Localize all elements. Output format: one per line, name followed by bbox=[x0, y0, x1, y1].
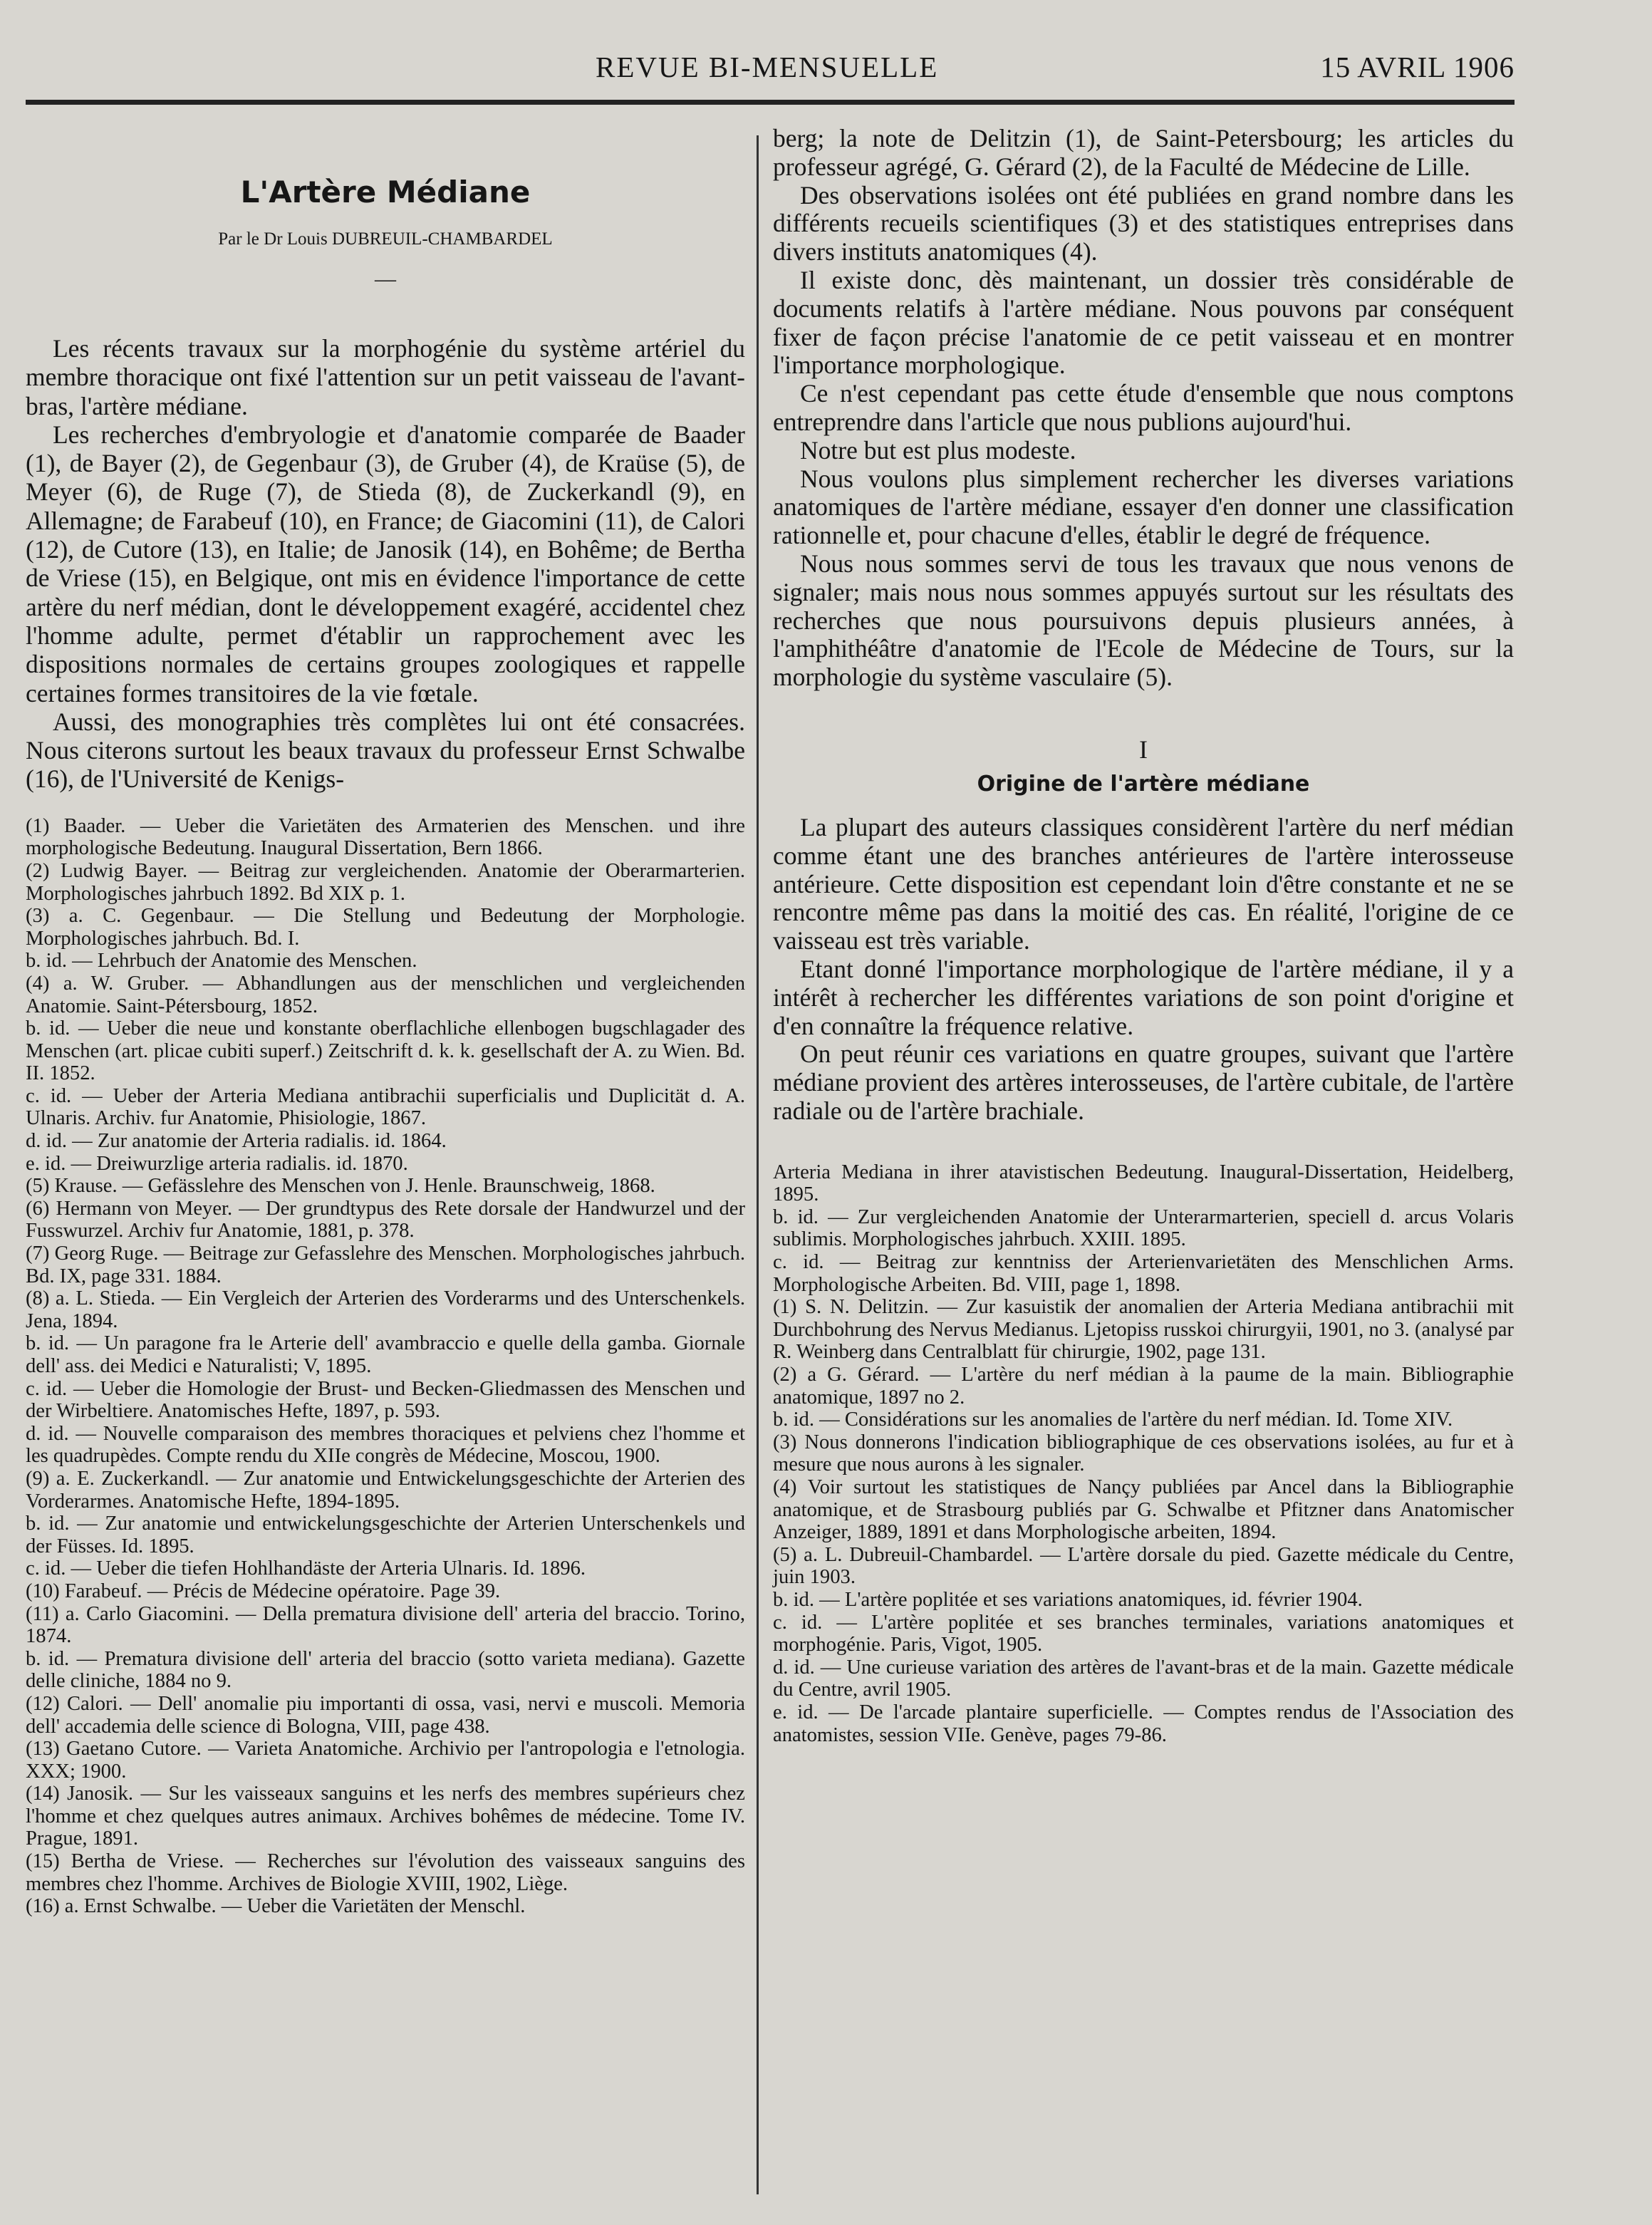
footnote: (4) Voir surtout les statistiques de Nançy publiées par Ancel dans la Bibliographie anatomique, et de Strasbourg publiés par G. Schwalbe et Pfitzner dans Anatomischer Anzeiger, 1889, 1891 et dans Morphologische arbeiten, 1894. bbox=[773, 1476, 1514, 1544]
footnote: c. id. — L'artère poplitée et ses branches terminales, variations anatomiques et morphogénie. Paris, Vigot, 1905. bbox=[773, 1611, 1514, 1656]
footnote: c. id. — Beitrag zur kenntniss der Arterienvarietäten des Menschlichen Arms. Morphologische Arbeiten. Bd. VIII, page 1, 1898. bbox=[773, 1251, 1514, 1296]
paragraph: Etant donné l'importance morphologique de l'artère médiane, il y a intérêt à rechercher les différentes variations de son point d'origine et d'en connaître la fréquence relative. bbox=[773, 954, 1514, 1040]
footnote: b. id. — Considérations sur les anomalies de l'artère du nerf médian. Id. Tome XIV. bbox=[773, 1409, 1453, 1431]
paragraph: Aussi, des monographies très complètes lui ont été consacrées. Nous citerons surtout les beaux travaux du professeur Ernst Schwalbe (16), de l'Université de Kenigs- bbox=[26, 707, 745, 794]
footnote: (13) Gaetano Cutore. — Varieta Anatomiche. Archivio per l'antropologia e l'etnologia. XXX; 1900. bbox=[26, 1738, 745, 1783]
footnote: d. id. — Une curieuse variation des artères de l'avant-bras et de la main. Gazette médicale du Centre, avril 1905. bbox=[773, 1656, 1514, 1701]
footnote: d. id. — Nouvelle comparaison des membres thoraciques et pelviens chez l'homme et les quadrupèdes. Compte rendu du XIIe congrès de Médecine, Moscou, 1900. bbox=[26, 1422, 745, 1468]
footnote: (3) a. C. Gegenbaur. — Die Stellung und Bedeutung der Morphologie. Morphologisches jahrbuch. Bd. I. bbox=[26, 905, 745, 950]
section-title: Origine de l'artère médiane bbox=[977, 771, 1310, 797]
paragraph: On peut réunir ces variations en quatre groupes, suivant que l'artère médiane provient des artères interosseuses, de l'artère cubitale, de l'artère radiale ou de l'artère brachiale. bbox=[773, 1039, 1514, 1125]
paragraph: Les récents travaux sur la morphogénie du système artériel du membre thoracique ont fixé l'attention sur un petit vaisseau de l'avant-bras, l'artère médiane. bbox=[26, 334, 745, 420]
paragraph: La plupart des auteurs classiques considèrent l'artère du nerf médian comme étant une des branches antérieures de l'artère interosseuse antérieure. Cette disposition est cependant loin d'être constante et ne se rencontre même pas dans la moitié des cas. En réalité, l'origine de ce vaisseau est très variable. bbox=[773, 812, 1514, 955]
footnote: b. id. — L'artère poplitée et ses variations anatomiques, id. février 1904. bbox=[773, 1588, 1363, 1611]
right-column bbox=[773, 125, 1514, 1746]
left-column bbox=[26, 125, 745, 1918]
footnote: b. id. — Ueber die neue und konstante oberflachliche ellenbogen bugschlagader des Menschen (art. plicae cubiti superf.) Zeitschrift d. k. k. gesellschaft der A. zu Wien. Bd. II. 1852. bbox=[26, 1017, 745, 1085]
footnote: Arteria Mediana in ihrer atavistischen Bedeutung. Inaugural-Dissertation, Heidelberg, 1895. bbox=[773, 1161, 1514, 1206]
footnote: e. id. — Dreiwurzlige arteria radialis. id. 1870. bbox=[26, 1152, 408, 1175]
footnote: b. id. — Zur vergleichenden Anatomie der Unterarmarterien, speciell d. arcus Volaris sublimis. Morphologisches jahrbuch. XXIII. 1895. bbox=[773, 1205, 1514, 1251]
footnote: c. id. — Ueber die tiefen Hohlhandäste der Arteria Ulnaris. Id. 1896. bbox=[26, 1557, 586, 1580]
footnote: (9) a. E. Zuckerkandl. — Zur anatomie und Entwickelungsgeschichte der Arterien des Vorderarmes. Anatomische Hefte, 1894-1895. bbox=[26, 1467, 745, 1513]
footnote: e. id. — De l'arcade plantaire superficielle. — Comptes rendus de l'Association des anatomistes, session VIIe. Genève, pages 79-86. bbox=[773, 1701, 1514, 1746]
column-divider bbox=[757, 135, 759, 2194]
title-separator: — bbox=[375, 267, 396, 291]
paragraph: Nous voulons plus simplement rechercher les diverses variations anatomiques de l'artère médiane, essayer d'en donner une classification rationnelle et, pour chacune d'elles, établir le degré de fréquence. bbox=[773, 464, 1514, 550]
footnote: (2) Ludwig Bayer. — Beitrag zur vergleichenden. Anatomie der Oberarmarterien. Morphologisches jahrbuch 1892. Bd XIX p. 1. bbox=[26, 859, 745, 905]
footnote: b. id. — Prematura divisione dell' arteria del braccio (sotto varieta mediana). Gazette delle cliniche, 1884 no 9. bbox=[26, 1647, 745, 1693]
footnote: (1) Baader. — Ueber die Varietäten des Armaterien des Menschen. und ihre morphologische Bedeutung. Inaugural Dissertation, Bern 1866. bbox=[26, 814, 745, 860]
footnote: b. id. — Lehrbuch der Anatomie des Menschen. bbox=[26, 950, 417, 973]
left-body bbox=[26, 334, 745, 794]
issue-date: 15 AVRIL 1906 bbox=[1320, 51, 1515, 83]
paragraph: berg; la note de Delitzin (1), de Saint-Petersbourg; les articles du professeur agrégé, G. Gérard (2), de la Faculté de Médecine de Lille. bbox=[773, 124, 1514, 181]
footnote: (11) a. Carlo Giacomini. — Della prematura divisione dell' arteria del braccio. Torino, 1874. bbox=[26, 1602, 745, 1648]
footnote: c. id. — Ueber die Homologie der Brust- und Becken-Gliedmassen des Menschen und der Wirbeltiere. Anatomisches Hefte, 1897, p. 593. bbox=[26, 1377, 745, 1423]
footnote: (4) a. W. Gruber. — Abhandlungen aus der menschlichen und vergleichenden Anatomie. Saint-Pétersbourg, 1852. bbox=[26, 972, 745, 1017]
paragraph: Notre but est plus modeste. bbox=[800, 435, 1076, 465]
footnote: d. id. — Zur anatomie der Arteria radialis. id. 1864. bbox=[26, 1130, 447, 1153]
footnote: (16) a. Ernst Schwalbe. — Ueber die Varietäten der Menschl. bbox=[26, 1895, 526, 1918]
footnote: (1) S. N. Delitzin. — Zur kasuistik der anomalien der Arteria Mediana antibrachii mit Durchbohrung des Nervus Medianus. Ljetopiss russkoi chirurgyii, 1901, no 3. (analysé par R. Weinberg dans Centralblatt für chirurgie, 1902, page 131. bbox=[773, 1296, 1514, 1364]
page-header bbox=[26, 43, 1515, 93]
paragraph: Nous nous sommes servi de tous les travaux que nous venons de signaler; mais nous nous sommes appuyés surtout sur les résultats des recherches que nous poursuivons depuis plusieurs années, à l'amphithéâtre d'anatomie de l'Ecole de Médecine de Tours, sur la morphologie du système vasculaire (5). bbox=[773, 549, 1514, 692]
footnote: (5) Krause. — Gefässlehre des Menschen von J. Henle. Braunschweig, 1868. bbox=[26, 1175, 655, 1198]
footnote: (12) Calori. — Dell' anomalie piu importanti di ossa, vasi, nervi e muscoli. Memoria dell' accademia delle science di Bologna, VIII, page 438. bbox=[26, 1692, 745, 1738]
footnote: (8) a. L. Stieda. — Ein Vergleich der Arterien des Vorderarms und des Unterschenkels. Jena, 1894. bbox=[26, 1287, 745, 1332]
footnotes-left bbox=[26, 815, 745, 1918]
right-body bbox=[773, 125, 1514, 1126]
header-rule bbox=[26, 100, 1515, 105]
footnote: (7) Georg Ruge. — Beitrage zur Gefasslehre des Menschen. Morphologisches jahrbuch. Bd. IX, page 331. 1884. bbox=[26, 1243, 745, 1287]
footnotes-right bbox=[773, 1161, 1514, 1746]
footnote: b. id. — Zur anatomie und entwickelungsgeschichte der Arterien Unterschenkels und der Füsses. Id. 1895. bbox=[26, 1513, 745, 1557]
footnote: (2) a G. Gérard. — L'artère du nerf médian à la paume de la main. Bibliographie anatomique, 1897 no 2. bbox=[773, 1364, 1514, 1409]
footnote: b. id. — Un paragone fra le Arterie dell' avambraccio e quelle della gamba. Giornale dell' ass. dei Medici e Naturalisti; V, 1895. bbox=[26, 1332, 745, 1377]
section-number: I bbox=[1139, 735, 1148, 764]
article-byline: Par le Dr Louis DUBREUIL-CHAMBARDEL bbox=[218, 229, 553, 249]
footnote: (10) Farabeuf. — Précis de Médecine opératoire. Page 39. bbox=[26, 1580, 501, 1602]
running-title: REVUE BI-MENSUELLE bbox=[596, 51, 939, 83]
paragraph: Ce n'est cependant pas cette étude d'ensemble que nous comptons entreprendre dans l'article que nous publions aujourd'hui. bbox=[773, 379, 1514, 436]
footnote: (6) Hermann von Meyer. — Der grundtypus des Rete dorsale der Handwurzel und der Fusswurzel. Archiv fur Anatomie, 1881, p. 378. bbox=[26, 1197, 745, 1243]
footnote: (3) Nous donnerons l'indication bibliographique de ces observations isolées, au fur et à mesure que nous aurons à les signaler. bbox=[773, 1431, 1514, 1476]
footnote: (5) a. L. Dubreuil-Chambardel. — L'artère dorsale du pied. Gazette médicale du Centre, juin 1903. bbox=[773, 1543, 1514, 1589]
footnote: (14) Janosik. — Sur les vaisseaux sanguins et les nerfs des membres supérieurs chez l'homme et chez quelques autres animaux. Archives bohêmes de médecine. Tome IV. Prague, 1891. bbox=[26, 1783, 745, 1850]
paragraph: Il existe donc, dès maintenant, un dossier très considérable de documents relatifs à l'artère médiane. Nous pouvons par conséquent fixer de façon précise l'anatomie de ce petit vaisseau et en montrer l'importance morphologique. bbox=[773, 265, 1514, 380]
paragraph: Des observations isolées ont été publiées en grand nombre dans les différents recueils scientifiques (3) et des statistiques entreprises dans divers instituts anatomiques (4). bbox=[773, 180, 1514, 266]
article-title: L'Artère Médiane bbox=[240, 175, 531, 209]
paragraph: Les recherches d'embryologie et d'anatomie comparée de Baader (1), de Bayer (2), de Gegenbaur (3), de Gruber (4), de Kraüse (5), de Meyer (6), de Ruge (7), de Stieda (8), de Zuckerkandl (9), en Allemagne; de Farabeuf (10), en France; de Giacomini (11), de Calori (12), de Cutore (13), en Italie; de Janosik (14), en Bohême; de Bertha de Vriese (15), en Belgique, ont mis en évidence l'importance de cette artère du nerf médian, dont le développement exagéré, accidentel chez l'homme adulte, permet d'établir un rapprochement avec les dispositions normales de certains groupes zoologiques et rappelle certaines formes transitoires de la vie fœtale. bbox=[26, 420, 745, 707]
footnote: (15) Bertha de Vriese. — Recherches sur l'évolution des vaisseaux sanguins des membres chez l'homme. Archives de Biologie XVIII, 1902, Liège. bbox=[26, 1850, 745, 1895]
footnote: c. id. — Ueber der Arteria Mediana antibrachii superficialis und Duplicität d. A. Ulnaris. Archiv. fur Anatomie, Phisiologie, 1867. bbox=[26, 1084, 745, 1130]
